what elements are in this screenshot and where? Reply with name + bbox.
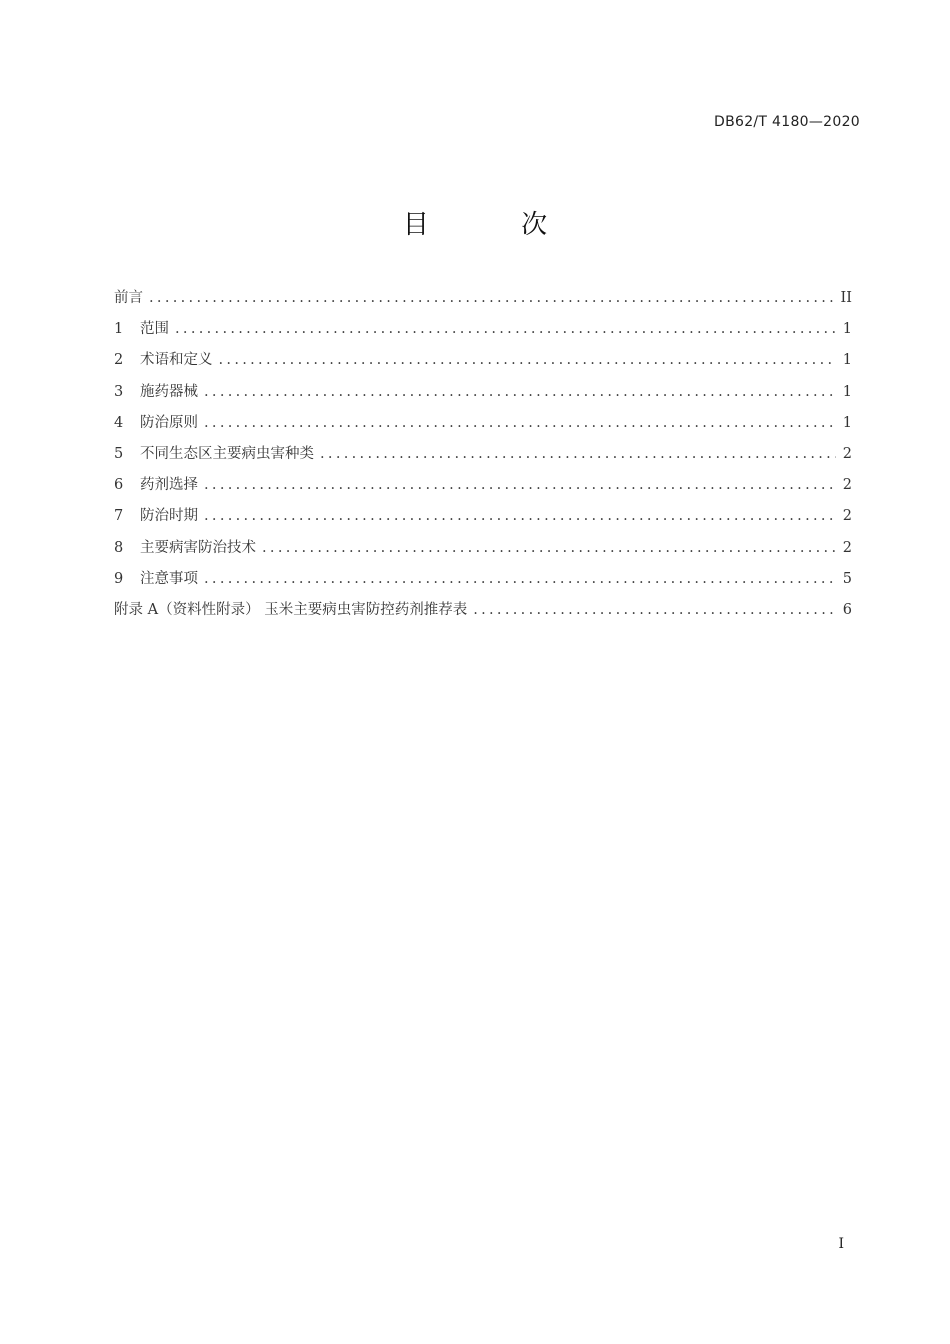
toc-page-number: 2 <box>842 445 852 462</box>
toc-entry-label: 防治原则 <box>140 414 198 431</box>
toc-entry-precautions[interactable] <box>114 567 852 598</box>
toc-dot-leader <box>204 504 836 528</box>
toc-section-number: 4 <box>114 414 124 431</box>
toc-entry-control-period[interactable] <box>114 504 852 535</box>
toc-entry-principles[interactable] <box>114 411 852 442</box>
toc-dot-leader <box>204 473 836 497</box>
toc-page-number: 1 <box>842 383 852 400</box>
toc-page-number: 2 <box>842 508 852 525</box>
toc-entry-pest-types[interactable] <box>114 442 852 473</box>
toc-page-number: 1 <box>842 321 852 338</box>
toc-section-number: 7 <box>114 508 124 525</box>
toc-entry-label: 药剂选择 <box>140 477 198 494</box>
toc-entry-scope[interactable] <box>114 317 852 348</box>
toc-page-number: 2 <box>842 539 852 556</box>
toc-entry-label: 防治时期 <box>140 508 198 525</box>
toc-entry-disease-control[interactable] <box>114 536 852 567</box>
page-title: 目 次 <box>402 210 590 240</box>
toc-dot-leader <box>320 442 836 466</box>
page-number: I <box>838 1236 844 1252</box>
toc-section-number: 6 <box>114 477 124 494</box>
toc-entry-label: 附录 A（资料性附录） 玉米主要病虫害防控药剂推荐表 <box>114 601 468 618</box>
toc-entry-pesticide-selection[interactable] <box>114 473 852 504</box>
toc-page-number: 6 <box>842 601 852 618</box>
toc-entry-label: 主要病害防治技术 <box>140 539 256 556</box>
toc-page-number: II <box>840 290 852 306</box>
toc-entry-foreword[interactable] <box>114 286 852 317</box>
toc-entry-label: 施药器械 <box>140 383 198 400</box>
toc-section-number: 3 <box>114 383 124 400</box>
toc-entry-terms[interactable] <box>114 348 852 379</box>
toc-dot-leader <box>219 348 837 372</box>
toc-section-number: 1 <box>114 321 124 338</box>
toc-section-number: 5 <box>114 445 124 462</box>
toc-dot-leader <box>175 317 836 341</box>
toc-page-number: 5 <box>842 570 852 587</box>
toc-entry-appendix-a[interactable] <box>114 598 852 629</box>
toc-section-number: 8 <box>114 539 124 556</box>
toc-entry-equipment[interactable] <box>114 380 852 411</box>
document-code: DB62/T 4180—2020 <box>714 114 860 130</box>
table-of-contents <box>114 286 852 629</box>
toc-dot-leader <box>149 286 835 310</box>
toc-entry-label: 前言 <box>114 290 143 306</box>
toc-page-number: 2 <box>842 477 852 494</box>
toc-page-number: 1 <box>842 414 852 431</box>
toc-entry-label: 不同生态区主要病虫害种类 <box>140 445 314 462</box>
toc-entry-label: 范围 <box>140 321 169 338</box>
toc-entry-label: 注意事项 <box>140 570 198 587</box>
toc-section-number: 9 <box>114 570 124 587</box>
toc-entry-label: 术语和定义 <box>140 352 213 369</box>
toc-dot-leader <box>262 536 836 560</box>
toc-dot-leader <box>473 598 836 622</box>
toc-dot-leader <box>204 380 836 404</box>
toc-page-number: 1 <box>842 352 852 369</box>
toc-dot-leader <box>204 567 836 591</box>
toc-section-number: 2 <box>114 352 124 369</box>
toc-dot-leader <box>204 411 836 435</box>
